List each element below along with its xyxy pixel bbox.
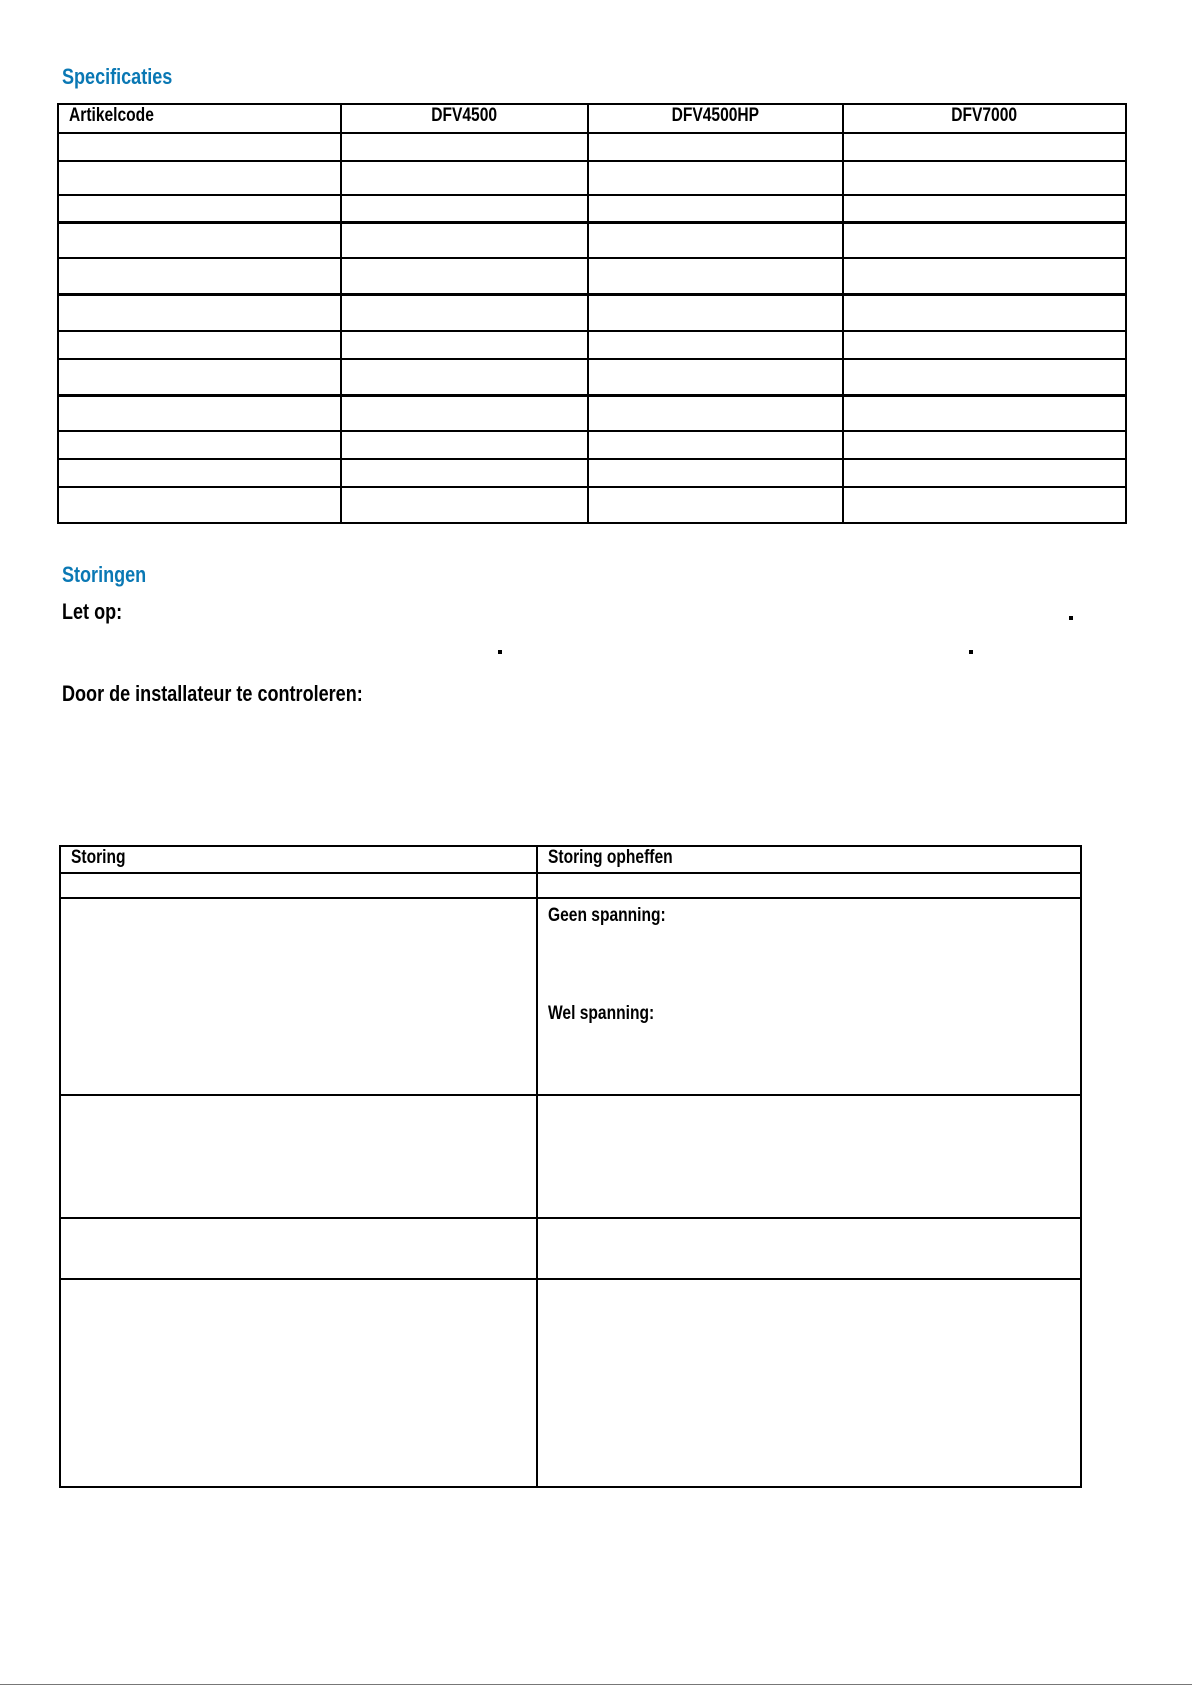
- table-cell: [588, 161, 843, 195]
- notice-label: Let op:: [62, 599, 123, 624]
- fault-resolution-cell: [537, 898, 1081, 1095]
- table-cell: [843, 161, 1126, 195]
- table-cell: [537, 1279, 1081, 1487]
- table-cell: [843, 487, 1126, 523]
- table-cell: [60, 898, 537, 1095]
- table-row: [58, 487, 1126, 523]
- table-row: [58, 222, 1126, 258]
- table-cell: [58, 195, 341, 222]
- table-cell: [58, 487, 341, 523]
- table-cell: [341, 431, 588, 459]
- table-cell: [843, 459, 1126, 487]
- table-cell: [58, 133, 341, 161]
- table-cell: [341, 161, 588, 195]
- table-cell: [341, 487, 588, 523]
- table-cell: [341, 294, 588, 331]
- table-cell: [341, 195, 588, 222]
- table-cell: [60, 1095, 537, 1218]
- section-title-faults: Storingen: [62, 562, 147, 587]
- table-cell: [341, 222, 588, 258]
- table-cell: [58, 459, 341, 487]
- table-cell: [843, 431, 1126, 459]
- installer-check-label: Door de installateur te controleren:: [62, 681, 363, 706]
- column-header-dfv7000: DFV7000: [843, 104, 1126, 133]
- table-cell: [341, 258, 588, 294]
- table-cell: [58, 222, 341, 258]
- table-cell: [341, 459, 588, 487]
- table-cell: [341, 359, 588, 395]
- voltage-present-label: Wel spanning:: [548, 1003, 655, 1024]
- table-row: [58, 294, 1126, 331]
- table-row: [58, 133, 1126, 161]
- table-cell: [341, 133, 588, 161]
- table-cell: [843, 258, 1126, 294]
- column-header-fault: Storing: [60, 846, 537, 873]
- table-cell: [588, 395, 843, 431]
- table-cell: [588, 222, 843, 258]
- table-cell: [588, 258, 843, 294]
- table-row: [60, 873, 1081, 898]
- table-cell: [58, 431, 341, 459]
- table-cell: [60, 873, 537, 898]
- punctuation-dot: [1069, 616, 1073, 620]
- table-cell: [58, 294, 341, 331]
- table-cell: [537, 873, 1081, 898]
- table-row: [58, 431, 1126, 459]
- specifications-table: [57, 103, 1127, 524]
- table-cell: [843, 359, 1126, 395]
- table-cell: [843, 222, 1126, 258]
- table-cell: [58, 359, 341, 395]
- table-cell: [843, 395, 1126, 431]
- table-cell: [60, 1279, 537, 1487]
- table-row: [58, 459, 1126, 487]
- table-row: [60, 1218, 1081, 1279]
- table-cell: [588, 294, 843, 331]
- table-cell: [58, 161, 341, 195]
- table-row: [60, 1279, 1081, 1487]
- table-cell: [60, 1218, 537, 1279]
- table-cell: [588, 487, 843, 523]
- column-header-dfv4500hp: DFV4500HP: [588, 104, 843, 133]
- table-cell: [58, 258, 341, 294]
- table-cell: [843, 195, 1126, 222]
- table-row: [60, 898, 1081, 1095]
- table-cell: [588, 431, 843, 459]
- table-cell: [537, 1095, 1081, 1218]
- table-cell: [537, 1218, 1081, 1279]
- column-header-fault-resolution: Storing opheffen: [537, 846, 1081, 873]
- section-title-specifications: Specificaties: [62, 64, 173, 89]
- column-header-article-code: Artikelcode: [58, 104, 341, 133]
- table-row: [58, 331, 1126, 359]
- punctuation-dot: [969, 650, 973, 654]
- specifications-header-row: [58, 104, 1126, 133]
- table-cell: [588, 459, 843, 487]
- table-row: [58, 195, 1126, 222]
- table-cell: [58, 331, 341, 359]
- column-header-dfv4500: DFV4500: [341, 104, 588, 133]
- no-voltage-label: Geen spanning:: [548, 905, 666, 926]
- table-row: [58, 395, 1126, 431]
- table-cell: [843, 294, 1126, 331]
- table-cell: [588, 331, 843, 359]
- table-cell: [341, 331, 588, 359]
- punctuation-dot: [498, 650, 502, 654]
- table-cell: [588, 133, 843, 161]
- faults-header-row: [60, 846, 1081, 873]
- faults-table: [59, 845, 1082, 1488]
- table-row: [58, 258, 1126, 294]
- table-cell: [341, 395, 588, 431]
- table-cell: [843, 331, 1126, 359]
- table-row: [58, 359, 1126, 395]
- table-cell: [588, 359, 843, 395]
- table-cell: [58, 395, 341, 431]
- table-row: [60, 1095, 1081, 1218]
- table-row: [58, 161, 1126, 195]
- table-cell: [843, 133, 1126, 161]
- table-cell: [588, 195, 843, 222]
